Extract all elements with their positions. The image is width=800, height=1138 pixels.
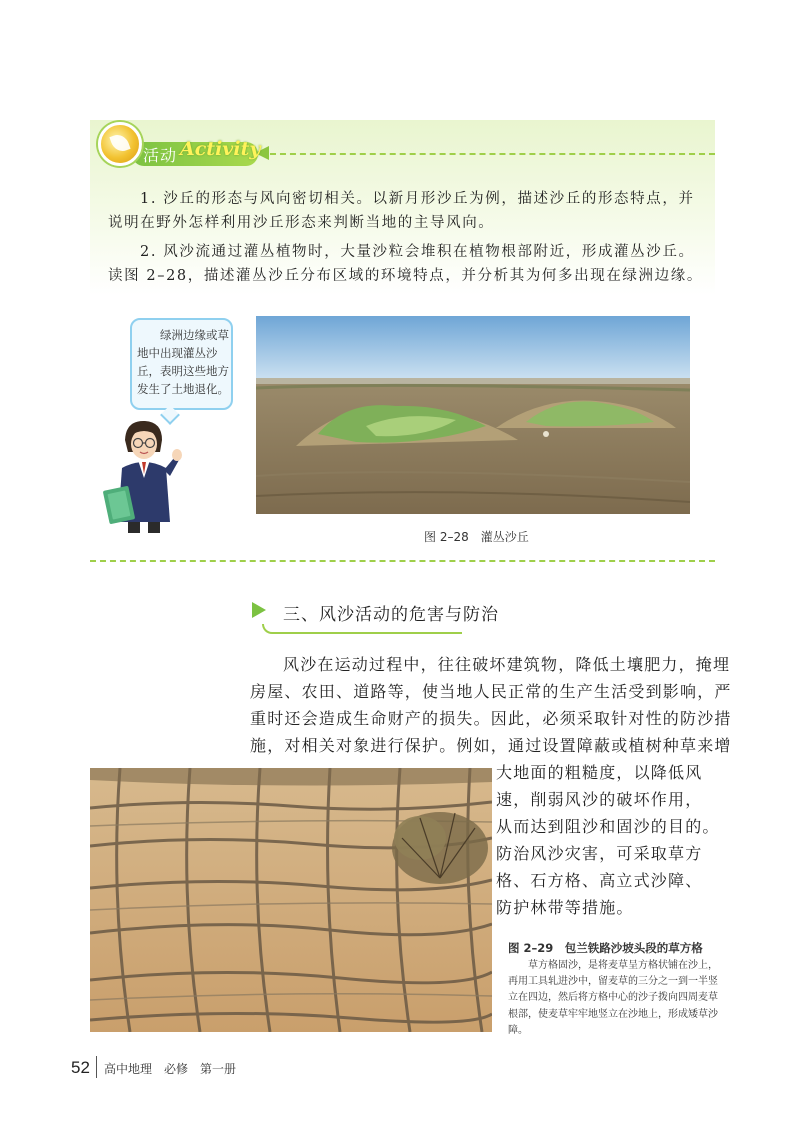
body-line-4: 施，对相关对象进行保护。例如，通过设置障蔽或植树种草来增 (250, 736, 732, 755)
body-line-8: 防治风沙灾害，可采取草方 (496, 844, 703, 863)
body-line-3: 重时还会造成生命财产的损失。因此，必须采取针对性的防沙措 (250, 709, 732, 728)
body-line-5: 大地面的粗糙度，以降低风 (496, 763, 703, 782)
page-number: 52 (71, 1058, 90, 1077)
body-line-7: 从而达到阻沙和固沙的目的。 (496, 817, 720, 836)
activity-label: 活动 (143, 146, 178, 165)
activity-question-2-line-1: 2. 风沙流通过灌丛植物时，大量沙粒会堆积在植物根部附近，形成灌丛沙丘。 (140, 244, 695, 260)
book-title: 高中地理 必修 第一册 (104, 1062, 237, 1076)
body-line-1: 风沙在运动过程中，往往破坏建筑物，降低土壤肥力，掩埋 (283, 655, 731, 674)
activity-label-english: Activity (180, 138, 261, 160)
figure-2-28-caption: 图 2–28 灌丛沙丘 (424, 530, 529, 544)
footer-separator (96, 1056, 97, 1078)
activity-bottom-divider (90, 560, 715, 562)
activity-question-1-line-1: 1. 沙丘的形态与风向密切相关。以新月形沙丘为例，描述沙丘的形态特点，并 (140, 191, 695, 207)
section-marker-icon (252, 602, 266, 618)
section-title: 三、风沙活动的危害与防治 (283, 605, 499, 625)
body-line-9: 格、石方格、高立式沙障、 (496, 871, 703, 890)
activity-question-1-line-2: 说明在野外怎样利用沙丘形态来判断当地的主导风向。 (108, 215, 495, 231)
student-character-illustration (100, 418, 190, 533)
figure-2-29-caption-body: 草方格固沙，是将麦草呈方格状铺在沙上，再用工具轧进沙中，留麦草的三分之一到一半竖立在四边，然后将方格中心的沙子拨向四周麦草根部，使麦草牢牢地竖立在沙地上，形成矮草沙障。 (508, 960, 718, 1036)
speech-bubble-text: 绿洲边缘或草地中出现灌丛沙丘，表明这些地方发生了土地退化。 (137, 328, 229, 396)
activity-question-2-line-2: 读图 2–28，描述灌丛沙丘分布区域的环境特点，并分析其为何多出现在绿洲边缘。 (108, 268, 703, 284)
straw-checkerboard-photo (90, 768, 492, 1032)
body-line-2: 房屋、农田、道路等，使当地人民正常的生产生活受到影响，严 (250, 682, 732, 701)
shrub-dune-photo (256, 316, 690, 514)
body-line-10: 防护林带等措施。 (496, 898, 634, 917)
figure-2-29-caption-title: 图 2–29 包兰铁路沙坡头段的草方格 (508, 941, 703, 955)
body-line-6: 速，削弱风沙的破坏作用， (496, 790, 703, 809)
section-title-underline (262, 624, 462, 634)
activity-header-rule (270, 153, 715, 155)
